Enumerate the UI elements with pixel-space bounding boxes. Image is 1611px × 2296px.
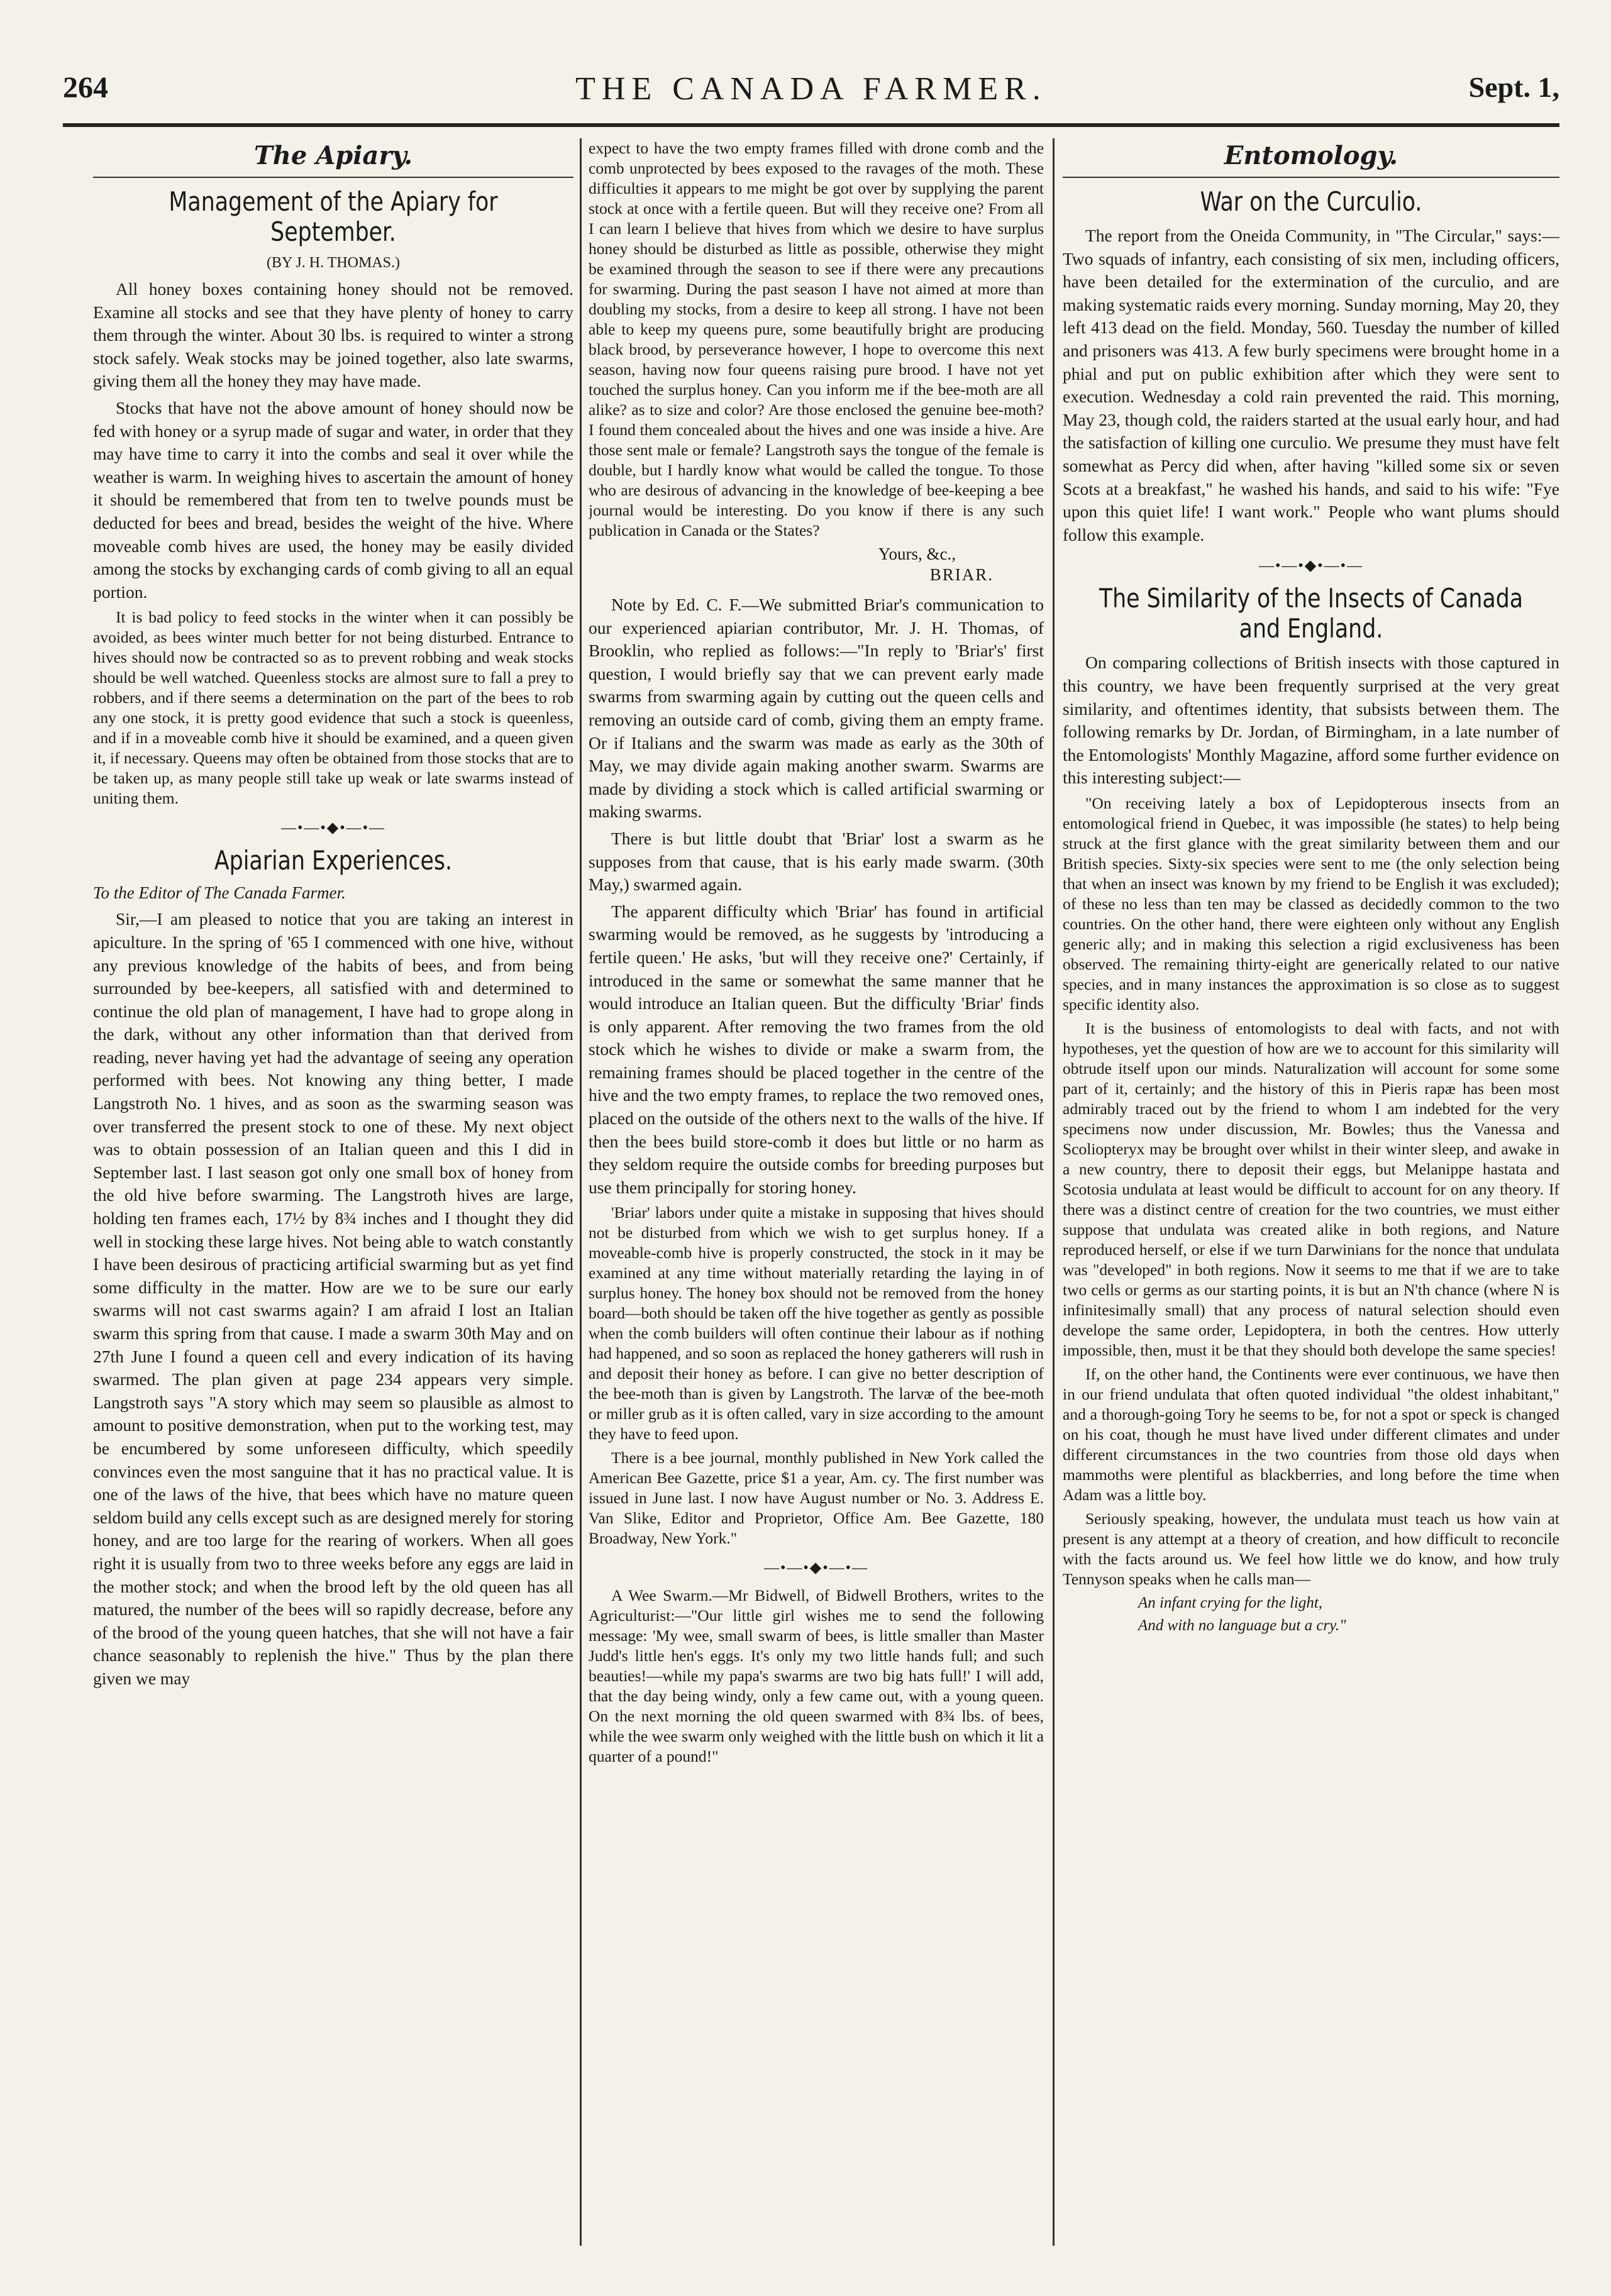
page-number: 264 [63,71,108,104]
article-paragraph: Seriously speaking, however, the undulata must teach us how vain at present is any attempt at a theory of creation, and how difficult to reconcile with the facts around us. We feel how little we do know, and how truly Tennyson speaks when he calls man— [1063,1509,1559,1588]
issue-date: Sept. 1, [1468,71,1559,103]
article-divider: —•—•◆•—•— [1258,558,1364,575]
article-paragraph: There is a bee journal, monthly published in New York called the American Bee Gazette, price $1 a year, Am. cy. The first number was issued in June last. I now have August number or No. 3. Address E. Van Slike, Editor and Proprietor, Office Am. Bee Gazette, 180 Broadway, New York." [589,1449,1044,1548]
article-paragraph: expect to have the two empty frames filled with drone comb and the comb unprotected by bees exposed to the ravages of the moth. These difficulties it appears to me might be got over by supplying the parent stock at once with a fertile queen. But will they receive one? From all I can learn I believe that hives from which we desire to have surplus honey should be disturbed as little as possible, otherwise they might be examined through the season to see if there were any precautions for swarming. During the past season I have not aimed at more than doubling my stocks, from a desire to keep all strong. I have not been able to keep my queens pure, some beautifully bright are producing black brood, by perseverance however, I hope to overcome this next season, having now four queens raising pure brood. I have not yet touched the surplus honey. Can you inform me if the bee-moth are all alike? as to size and color? Are those enclosed the genuine bee-moth? I found them concealed about the hives and one was inside a hive. Are those sent male or female? Langstroth says the tongue of the female is double, but I hardly know what would be called the tongue. To those who are desirous of advancing in the knowledge of bee-keeping a bee journal would be interesting. Do you know if there is any such publication in Canada or the States? [589,139,1044,539]
article-title: Management of the Apiary for September. [169,186,498,247]
article-divider: —•—•◆•—•— [280,820,386,837]
article-paragraph: "On receiving lately a box of Lepidopterous insects from an entomological friend in Quebec, it was impossible (he states) to help being struck at the first glance with the great similarity between them and our British species. Sixty-six species were sent to me (the only selection being that when an insect was known by my friend to be English it was excluded); of these no less than ten may be classed as decidedly common to the two countries. On the other hand, there were eighteen only without any English generic ally; and in making this selection a rigid exclusiveness has been observed. The remaining thirty-eight are generically related to our native species, and in many instances the approximation is so close as to suggest specific identity also. [1063,793,1559,1013]
column-rule [1053,138,1055,2246]
article-title: War on the Curculio. [1200,186,1422,217]
wee-swarm-item: A Wee Swarm.—Mr Bidwell, of Bidwell Brothers, writes to the Agriculturist:—"Our little girl wishes me to send the following message: 'My wee, small swarm of bees, is little smaller than Master Judd's little hen's eggs. It's only my two little hands full; and such beauties!—while my papa's swarms are two big hats full!' I will add, that the day being windy, only a few came out, with a young queen. On the next morning the old queen swarmed with 8¾ lbs. of bees, while the wee swarm only weighed with the little bush on which it lit a quarter of a pound!" [589,1586,1044,1766]
article-paragraph: The apparent difficulty which 'Briar' has found in artificial swarming would be removed, as he suggests by 'introducing a fertile queen.' He asks, 'but will they receive one?' Certainly, if introduced in the same or somewhat the same manner that he would introduce an Italian queen. But the difficulty 'Briar' finds is only apparent. After removing the two frames from the old stock which he wishes to divide or make a swarm from, the remaining frames should be placed together in the centre of the hive and the two empty frames, to replace the two removed ones, placed on the outside of the others next to the walls of the hive. If then the bees build store-comb it does but little or no harm as they seldom require the outside combs for breeding purposes but use them principally for storing honey. [589,901,1044,1197]
article-paragraph: All honey boxes containing honey should not be removed. Examine all stocks and see that they have plenty of honey to carry them through the winter. About 30 lbs. is required to winter a strong stock safely. Weak stocks may be joined together, also late swarms, giving them all the honey they may have made. [93,279,573,391]
article-title: The Similarity of the Insects of Canada and England. [1099,583,1524,644]
section-rule [1063,177,1559,178]
letter-sign-off: Yours, &c., [878,544,956,563]
poem-quote-line: An infant crying for the light, [1138,1594,1323,1611]
article-paragraph: There is but little doubt that 'Briar' lost a swarm as he supposes from that cause, that is his early made swarm. (30th May,) swarmed again. [589,828,1044,895]
masthead [63,67,1559,117]
article-divider: —•—•◆•—•— [763,1560,869,1577]
article-paragraph: If, on the other hand, the Continents were ever continuous, we have then in our friend undulata that often quoted individual "the oldest inhabitant," and a thorough-going Tory he seems to be, for not a spot or speck is changed on his coat, though he must have lived under different climates and under different circumstances in the two countries from those old days when mammoths were plentiful as blackberries, and long before the time when Adam was a little boy. [1063,1364,1559,1504]
section-title-entomology: Entomology. [1224,141,1398,170]
newspaper-title: THE CANADA FARMER. [575,71,1047,107]
column-2 [589,138,1044,2258]
letter-salutation: To the Editor of The Canada Farmer. [93,883,346,903]
header-rule [63,123,1559,127]
editor-note: Note by Ed. C. F.—We submitted Briar's communication to our experienced apiarian contributor, Mr. J. H. Thomas, of Brooklin, who replied as follows:—"In reply to 'Briar's' first question, I would briefly say that we can prevent early made swarms from swarming again by cutting out the queen cells and removing an outside card of comb, giving them an empty frame. Or if Italians and the swarm was made as early as the 30th of May, we may divide again making another swarm. Swarms are made by dividing a stock which is called artificial swarming or making swarms. [589,595,1044,822]
column-1 [93,138,573,2258]
article-paragraph: Sir,—I am pleased to notice that you are taking an interest in apiculture. In the spring of '65 I commenced with one hive, without any previous knowledge of the habits of bees, and from being surrounded by bee-keepers, all satisfied with and determined to continue the old plan of management, I have had to grope along in the dark, without any other information than that derived from reading, never having yet had the advantage of seeing any operation performed with bees. Not knowing any thing better, I made Langstroth No. 1 hives, and as soon as the swarming season was over transferred the present stock to one of these. My next object was to obtain possession of an Italian queen and this I did in September last. I last season got only one small box of honey from the old hive before swarming. The Langstroth hives are large, holding ten frames each, 17½ by 8¾ inches and I thought they did well in stocking these large hives. Not being able to watch constantly I have been desirous of practicing artificial swarming but as yet find some difficulty in the matter. How are we to be sure our early swarms will not cast swarms again? I am afraid I lost an Italian swarm this spring from that cause. I made a swarm 30th May and on 27th June I found a queen cell and every indication of its having swarmed. The plan given at page 234 appears very simple. Langstroth says "A story which may seem so plausible as almost to amount to positive demonstration, when put to the working test, may be encumbered by some unforeseen difficulty, which speedily convinces even the most sanguine that it has no practical value. It is one of the laws of the hive, that bees which have no mature queen seldom build any cells except such as are designed merely for storing honey, and are too large for the rearing of workers. When all goes right it is usually from two to three weeks before any eggs are laid in the mother stock; and when the brood left by the old queen has all matured, the number of the bees will so rapidly decrease, before any of the brood of the young queen hatches, that she will not have a fair chance seasonably to replenish the hive." Thus by the plan there given we may [93,909,573,1688]
column-rule [580,138,582,2246]
article-paragraph: The report from the Oneida Community, in "The Circular," says:—Two squads of infantry, each consisting of six men, including officers, have been detailed for the extermination of the curculio, and are making systematic raids every morning. Sunday morning, May 20, they left 413 dead on the field. Monday, 560. Tuesday the number of killed and prisoners was 413. A few burly specimens were brought home in a phial and put on public exhibition after which they were sent to execution. Wednesday a cold rain prevented the raid. This morning, May 23, though cold, the raiders started at the usual early hour, and had the satisfaction of killing one curculio. We presume they must have felt somewhat as Percy did when, after having "killed some six or seven Scots at a breakfast," he washed his hands, and said to his wife: "Fye upon this quiet life! I want work." People who want plums should follow this example. [1063,226,1559,544]
section-title-apiary: The Apiary. [254,141,412,170]
article-paragraph: It is the business of entomologists to deal with facts, and not with hypotheses, yet the question of how are we to account for this similarity will obtrude itself upon our minds. Naturalization will account for some some part of it, certainly; and the history of this in Pieris rapæ has been most admirably traced out by the friend to whom I am indebted for the very specimens now under discussion, Mr. Bowles; thus the Vanessa and Scoliopteryx may be brought over whilst in their winter sleep, and awake in a new country, there to deposit their eggs, but Melanippe hastata and Scotosia undulata at least would be difficult to account for on any theory. If there was a distinct centre of creation for the two countries, we must either suppose that undulata was created alike in both regions, and Nature reproduced herself, or else if we turn Darwinians for the nonce that undulata was "developed" in both regions. Now it seems to me that if we are to take two cells or germs as our starting points, it is but an N'th chance (where N is infinitesimally small) that any process of natural selection should even develope the same order, Lepidoptera, in both the centres. How utterly impossible, then, must it be that they should both develope the same species! [1063,1018,1559,1359]
article-paragraph: It is bad policy to feed stocks in the winter when it can possibly be avoided, as bees winter much better for not being disturbed. Entrance to hives should now be contracted so as to prevent robbing and weak stocks should be well watched. Queenless stocks are almost sure to fall a prey to robbers, and if there seems a determination on the part of the bees to rob any one stock, it is pretty good evidence that such a stock is queenless, and if in a moveable comb hive it should be examined, and a queen given it, if necessary. Queens may often be obtained from those stocks that are to be taken up, as many people still take up weak or late swarms instead of uniting them. [93,608,573,808]
section-rule [93,177,573,178]
article-byline: (BY J. H. THOMAS.) [266,255,400,271]
letter-signature: BRIAR. [929,565,994,584]
article-paragraph: Stocks that have not the above amount of honey should now be fed with honey or a syrup made of sugar and water, in order that they may have time to carry it into the combs and seal it over while the weather is warm. In weighing hives to ascertain the amount of honey it should be remembered that from ten to twelve pounds must be deducted for bees and bread, besides the weight of the hive. Where moveable comb hives are used, the honey may be easily divided among the stocks by exchanging cards of comb giving to all an equal portion. [93,397,573,602]
article-title: Apiarian Experiences. [214,845,453,876]
column-3 [1063,138,1559,2258]
article-paragraph: 'Briar' labors under quite a mistake in supposing that hives should not be disturbed from which we wish to get surplus honey. If a moveable-comb hive is properly constructed, the stock in it may be examined at any time without materially retarding the laying in of surplus honey. The honey box should not be removed from the honey board—both should be taken off the hive together as gently as possible when the comb builders will often continue their labour as if nothing had happened, and so soon as replaced the honey gatherers will rush in and deposit their honey as before. I can give no better description of the bee-moth than is given by Langstroth. The larvæ of the bee-moth or miller grub as it is often called, vary in size according to the amount they have to feed upon. [589,1203,1044,1443]
poem-quote-line: And with no language but a cry." [1138,1616,1346,1634]
article-paragraph: On comparing collections of British insects with those captured in this country, we have been frequently surprised at the very great similarity, and oftentimes identity, that subsists between them. The following remarks by Dr. Jordan, of Birmingham, in a late number of the Entomologists' Monthly Magazine, afford some further evidence on this interesting subject:— [1063,653,1559,788]
